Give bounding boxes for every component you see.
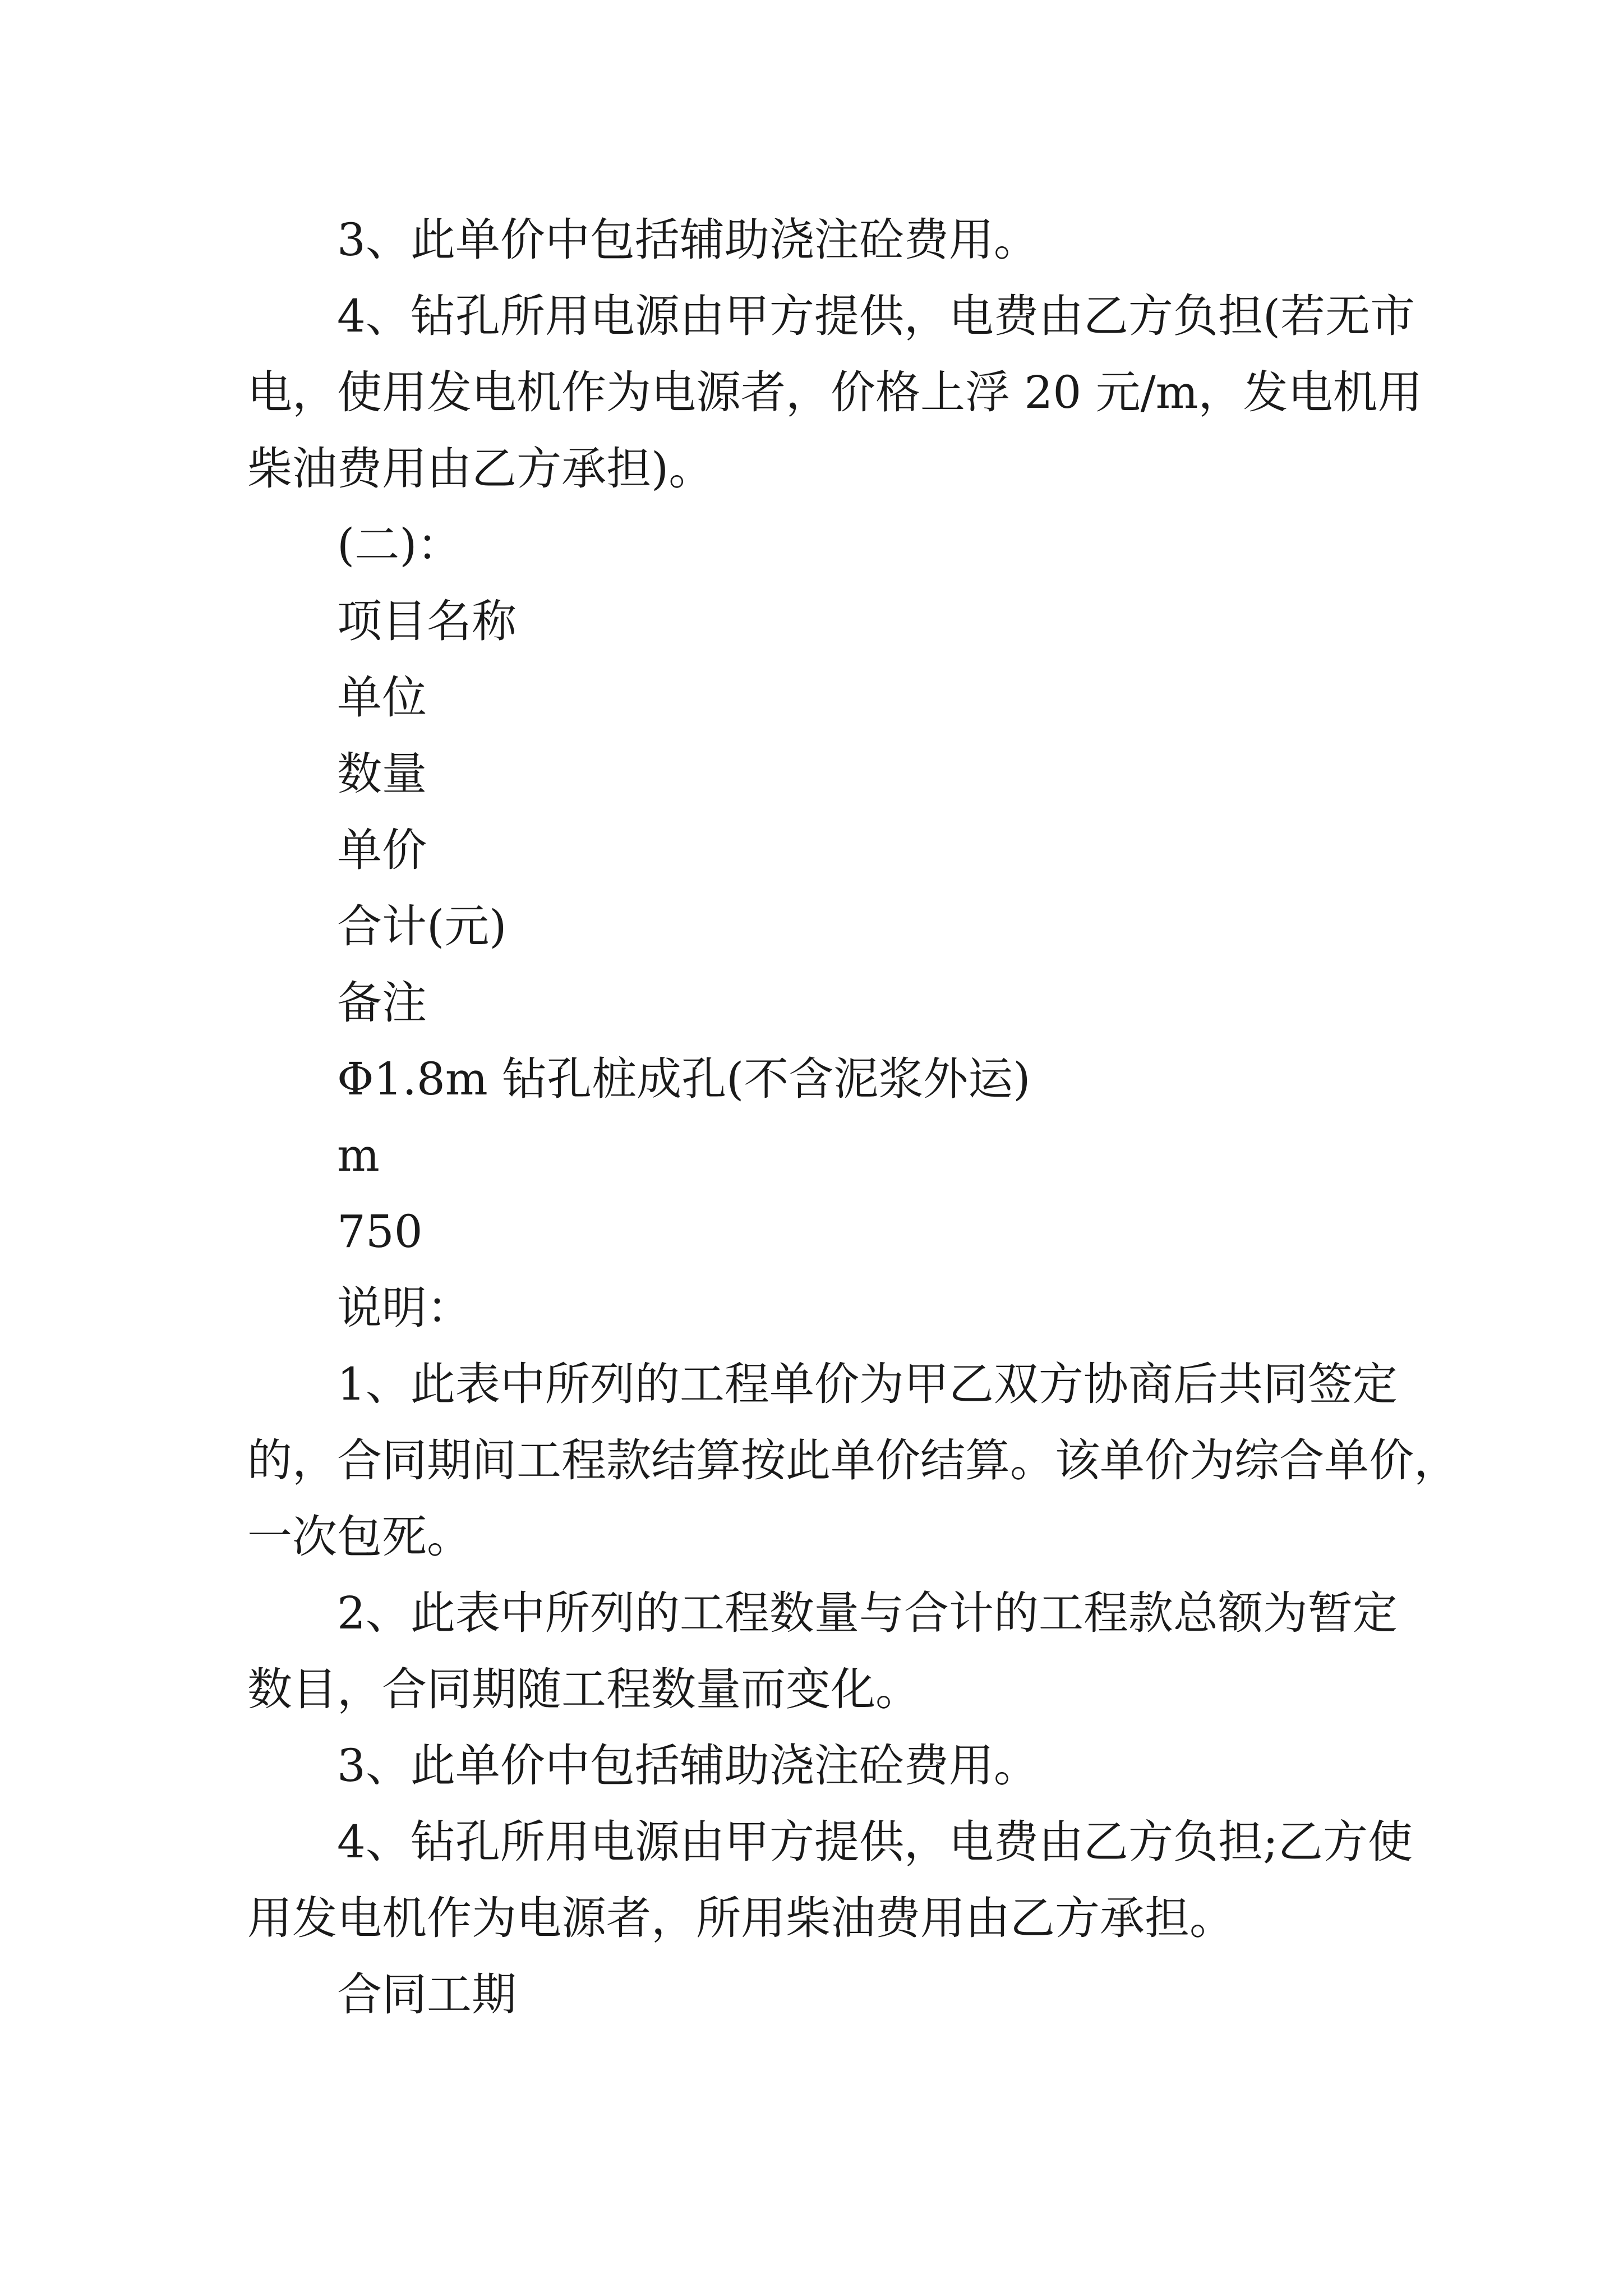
text-line: 电，使用发电机作为电源者，价格上浮 20 元/m，发电机用 bbox=[247, 366, 1423, 418]
section-heading: (二)： bbox=[337, 519, 462, 571]
section-heading: 合同工期 bbox=[337, 1968, 517, 2021]
note-line: 4、钻孔所用电源由甲方提供，电费由乙方负担;乙方使 bbox=[337, 1816, 1413, 1868]
table-header-item: 项目名称 bbox=[337, 595, 517, 647]
note-line: 的，合同期间工程款结算按此单价结算。该单价为综合单价， bbox=[247, 1434, 1459, 1487]
table-header-quantity: 数量 bbox=[337, 748, 427, 800]
note-line: 用发电机作为电源者，所用柴油费用由乙方承担。 bbox=[247, 1892, 1234, 1944]
table-header-remark: 备注 bbox=[337, 977, 427, 1029]
note-line: 一次包死。 bbox=[247, 1511, 472, 1563]
note-line: 2、此表中所列的工程数量与合计的工程款总额为暂定 bbox=[337, 1587, 1398, 1639]
text-line: 柴油费用由乙方承担)。 bbox=[247, 443, 714, 495]
note-line: 3、此单价中包括辅助浇注砼费用。 bbox=[337, 1740, 1039, 1792]
note-line: 1、此表中所列的工程单价为甲乙双方协商后共同签定 bbox=[337, 1358, 1398, 1410]
notes-title: 说明： bbox=[337, 1282, 472, 1334]
table-header-price: 单价 bbox=[337, 824, 427, 876]
table-cell-item: Φ1.8m 钻孔桩成孔(不含泥浆外运) bbox=[337, 1053, 1031, 1105]
table-header-unit: 单位 bbox=[337, 671, 427, 724]
table-header-total: 合计(元) bbox=[337, 900, 507, 953]
text-line: 4、钻孔所用电源由甲方提供，电费由乙方负担(若无市 bbox=[337, 290, 1415, 342]
table-cell-quantity: 750 bbox=[337, 1205, 423, 1258]
table-cell-unit: m bbox=[337, 1129, 380, 1181]
note-line: 数目，合同期随工程数量而变化。 bbox=[247, 1663, 920, 1715]
document-page bbox=[247, 202, 1459, 2033]
text-line: 3、此单价中包括辅助浇注砼费用。 bbox=[337, 214, 1039, 266]
